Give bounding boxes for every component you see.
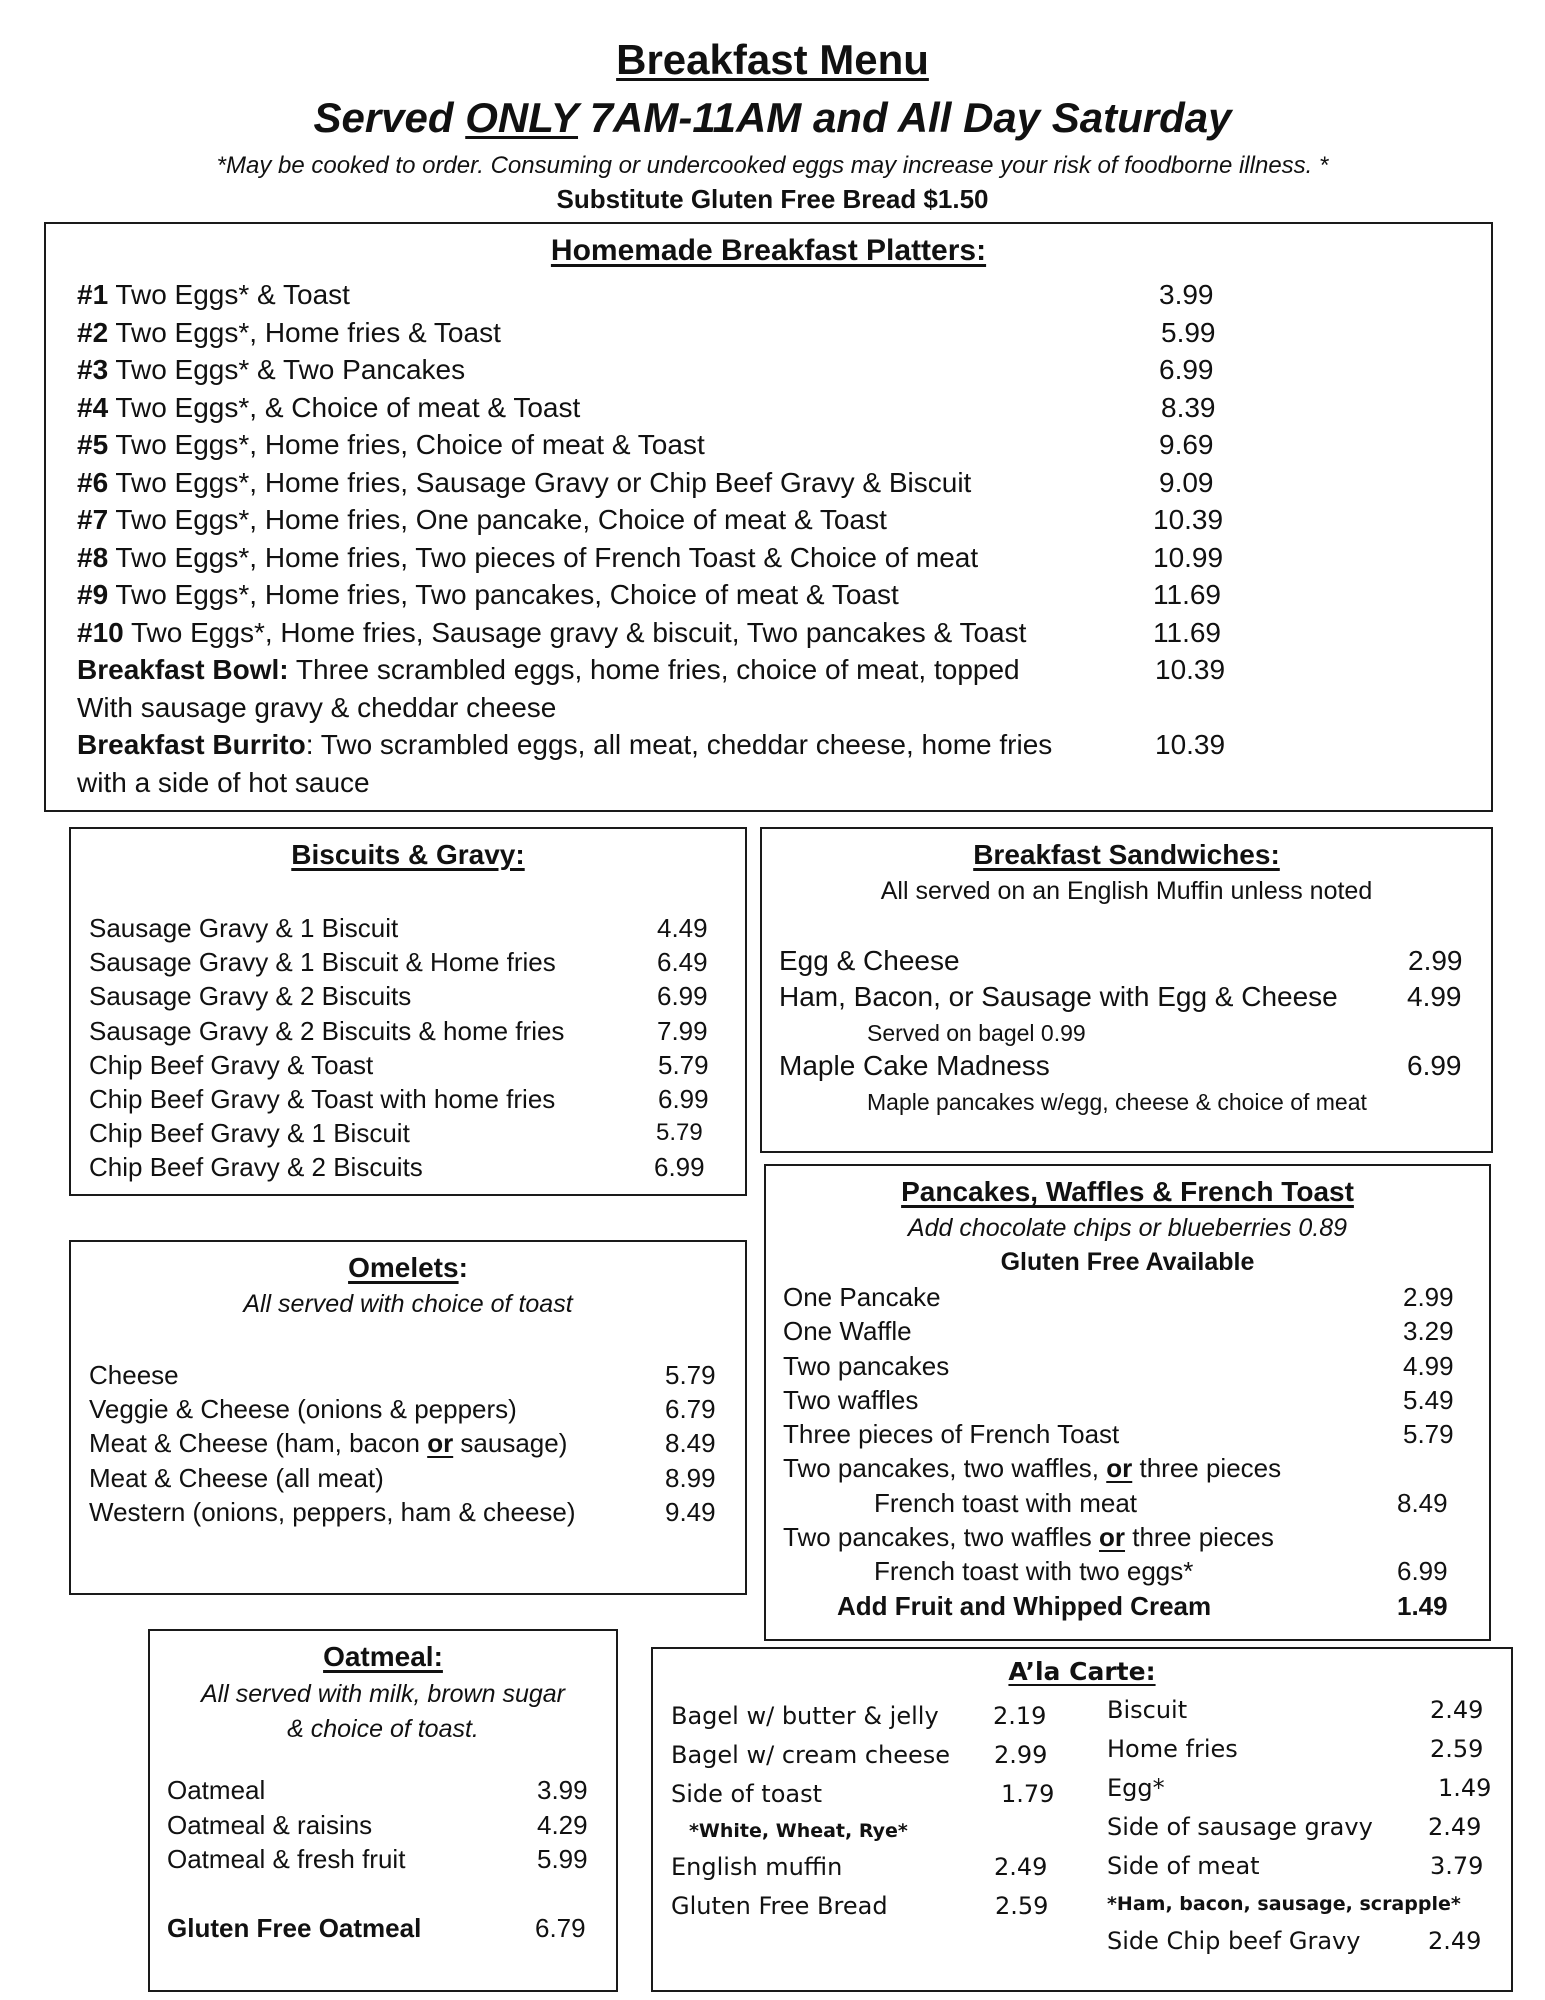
section-heading bbox=[71, 839, 745, 871]
item-text: Served bbox=[313, 94, 466, 141]
item-price: 9.69 bbox=[1159, 429, 1214, 460]
section-heading bbox=[71, 1252, 745, 1284]
item-price: 5.79 bbox=[665, 1360, 716, 1390]
menu-item bbox=[89, 1116, 729, 1150]
item-text: Oatmeal & raisins bbox=[167, 1809, 373, 1840]
item-price: 2.59 bbox=[1430, 1735, 1484, 1763]
item-text: Gluten Free Bread bbox=[671, 1892, 888, 1920]
menu-item bbox=[671, 1887, 1061, 1926]
item-price: 8.49 bbox=[1397, 1487, 1448, 1518]
section-heading bbox=[150, 1641, 616, 1673]
item-price: 2.49 bbox=[1430, 1696, 1484, 1724]
item-text: French toast with meat bbox=[874, 1487, 1137, 1518]
item-price: 2.99 bbox=[1408, 945, 1463, 976]
item-price: 2.19 bbox=[993, 1702, 1047, 1730]
item-text: #3 bbox=[77, 354, 109, 385]
menu-item bbox=[167, 1808, 607, 1843]
menu-item bbox=[1107, 1691, 1507, 1730]
menu-item bbox=[89, 1392, 729, 1426]
biscuits-gravy-section bbox=[69, 827, 747, 1196]
menu-item bbox=[671, 1848, 1061, 1887]
item-text: Two Eggs*, Home fries, Sausage Gravy or Chip Beef Gravy & Biscuit bbox=[108, 466, 972, 498]
item-text: #2 bbox=[77, 316, 109, 348]
item-note: Maple pancakes w/egg, cheese & choice of meat bbox=[867, 1089, 1367, 1115]
item-text: One Waffle bbox=[783, 1316, 912, 1347]
item-price: 4.99 bbox=[1403, 1350, 1454, 1381]
item-price: 1.79 bbox=[1001, 1780, 1055, 1808]
menu-item bbox=[779, 945, 1479, 981]
item-text: Bagel w/ cream cheese bbox=[671, 1741, 951, 1769]
item-text: Add Fruit and Whipped Cream bbox=[837, 1590, 1212, 1621]
item-text: three pieces bbox=[1125, 1522, 1274, 1553]
item-price: 8.39 bbox=[1161, 391, 1216, 423]
item-text: Gluten Free Oatmeal bbox=[167, 1912, 422, 1943]
menu-item bbox=[167, 1842, 607, 1877]
section-subheading: All served with choice of toast bbox=[243, 1290, 573, 1318]
item-price: 5.49 bbox=[1403, 1384, 1454, 1415]
item-price: 6.99 bbox=[654, 1152, 705, 1183]
menu-title bbox=[0, 36, 1545, 84]
item-price: 6.79 bbox=[665, 1394, 716, 1425]
item-price: 6.49 bbox=[657, 947, 708, 978]
item-price: 6.79 bbox=[535, 1912, 586, 1943]
pancakes-waffles-section bbox=[764, 1164, 1491, 1641]
alacarte-section bbox=[651, 1647, 1513, 1992]
item-text: #5 bbox=[77, 429, 109, 460]
item-text: Ham, Bacon, or Sausage with Egg & Cheese bbox=[779, 981, 1338, 1012]
breakfast-bowl-item bbox=[77, 651, 1477, 689]
item-text: Two pancakes, two waffles bbox=[783, 1522, 1100, 1553]
item-text: Side of toast bbox=[671, 1780, 823, 1808]
item-text: Bagel w/ butter & jelly bbox=[671, 1702, 939, 1730]
item-price: 3.29 bbox=[1403, 1316, 1454, 1347]
item-price: 6.99 bbox=[658, 1084, 709, 1115]
item-price: 4.49 bbox=[657, 913, 708, 943]
menu-item bbox=[671, 1697, 1061, 1736]
item-text: Veggie & Cheese (onions & peppers) bbox=[89, 1394, 517, 1425]
item-text: Two Eggs*, Home fries, One pancake, Choice of meat & Toast bbox=[108, 504, 887, 535]
platter-item bbox=[77, 351, 1477, 389]
menu-item bbox=[1107, 1808, 1507, 1847]
item-price: 10.39 bbox=[1153, 504, 1224, 535]
item-text: Two Eggs* & Two Pancakes bbox=[108, 354, 466, 385]
menu-item bbox=[89, 1150, 729, 1184]
section-subheading: All served on an English Muffin unless noted bbox=[880, 877, 1373, 905]
item-text: With sausage gravy & cheddar cheese bbox=[77, 691, 557, 723]
item-price: 2.49 bbox=[1428, 1813, 1482, 1841]
section-heading bbox=[766, 1176, 1489, 1208]
platter-item bbox=[77, 539, 1477, 577]
item-price: 5.79 bbox=[658, 1049, 709, 1080]
item-text: Side of sausage gravy bbox=[1107, 1813, 1373, 1841]
menu-item bbox=[783, 1280, 1483, 1314]
item-text: Western (onions, peppers, ham & cheese) bbox=[89, 1496, 576, 1527]
section-heading bbox=[762, 839, 1491, 871]
item-text: #10 bbox=[77, 616, 124, 648]
item-text: or bbox=[427, 1428, 454, 1459]
item-text: Oatmeal: bbox=[323, 1641, 443, 1672]
item-text: Two pancakes, two waffles, bbox=[783, 1453, 1107, 1484]
gluten-free-available: Gluten Free Available bbox=[1000, 1248, 1255, 1276]
section-subheading: Add chocolate chips or blueberries 0.89 bbox=[907, 1214, 1348, 1242]
item-price: 2.59 bbox=[995, 1892, 1049, 1920]
platter-item bbox=[77, 501, 1477, 539]
alacarte-left-column bbox=[671, 1697, 1061, 1926]
menu-item bbox=[671, 1775, 1061, 1814]
gluten-free-substitute-note: Substitute Gluten Free Bread $1.50 bbox=[556, 184, 989, 214]
item-text: Maple Cake Madness bbox=[779, 1050, 1050, 1081]
menu-item bbox=[1107, 1847, 1507, 1886]
item-text: Two Eggs*, Home fries, Two pancakes, Choice of meat & Toast bbox=[108, 579, 899, 610]
item-text: Two Eggs*, Home fries & Toast bbox=[108, 316, 501, 348]
combo-item bbox=[783, 1451, 1483, 1485]
item-text: French toast with two eggs* bbox=[874, 1556, 1194, 1587]
gluten-free-oatmeal bbox=[167, 1911, 607, 1946]
item-price: 6.99 bbox=[1407, 1050, 1462, 1081]
item-text: Oatmeal & fresh fruit bbox=[167, 1844, 406, 1874]
combo-item-detail bbox=[783, 1486, 1483, 1520]
served-hours bbox=[0, 94, 1545, 142]
item-price: 10.39 bbox=[1155, 729, 1226, 760]
item-price: 2.49 bbox=[1428, 1927, 1482, 1955]
combo-item-detail bbox=[783, 1554, 1483, 1588]
platter-item bbox=[77, 576, 1477, 614]
item-text: Sausage Gravy & 2 Biscuits bbox=[89, 981, 412, 1012]
item-text: Two Eggs*, Home fries, Two pieces of French Toast & Choice of meat bbox=[108, 541, 979, 573]
item-text: Chip Beef Gravy & Toast with home fries bbox=[89, 1084, 556, 1115]
item-text: #7 bbox=[77, 504, 109, 535]
item-text: *White, Wheat, Rye* bbox=[689, 1820, 908, 1842]
item-price: 3.99 bbox=[537, 1775, 588, 1805]
item-text: *Ham, bacon, sausage, scrapple* bbox=[1107, 1893, 1461, 1915]
item-text: English muffin bbox=[671, 1853, 843, 1881]
item-text: Biscuits & Gravy: bbox=[291, 839, 525, 870]
section-heading bbox=[46, 234, 1491, 268]
item-text: Sausage Gravy & 1 Biscuit & Home fries bbox=[89, 947, 556, 978]
item-text: Home fries bbox=[1107, 1735, 1238, 1763]
platter-item bbox=[77, 614, 1477, 652]
item-text: Breakfast Bowl: bbox=[77, 654, 289, 685]
item-price: 2.99 bbox=[1403, 1282, 1454, 1312]
item-text: Three pieces of French Toast bbox=[783, 1419, 1120, 1450]
item-text: Chip Beef Gravy & 1 Biscuit bbox=[89, 1118, 410, 1149]
item-text: All served with milk, brown sugar bbox=[200, 1680, 565, 1708]
menu-item bbox=[783, 1349, 1483, 1383]
item-text: Omelets bbox=[348, 1252, 459, 1283]
oatmeal-section bbox=[148, 1629, 618, 1992]
item-text: Chip Beef Gravy & 2 Biscuits bbox=[89, 1152, 423, 1183]
menu-item bbox=[89, 1082, 729, 1116]
item-price: 11.69 bbox=[1153, 579, 1221, 610]
item-note bbox=[671, 1814, 1061, 1848]
item-text: Side Chip beef Gravy bbox=[1107, 1927, 1361, 1955]
platter-item bbox=[77, 464, 1477, 502]
item-text: Breakfast Menu bbox=[616, 36, 929, 83]
item-price: 8.49 bbox=[665, 1428, 716, 1459]
platters-section bbox=[44, 222, 1493, 812]
combo-item bbox=[783, 1520, 1483, 1554]
platter-item bbox=[77, 314, 1477, 352]
menu-item bbox=[89, 1461, 729, 1495]
menu-item bbox=[89, 1495, 729, 1529]
item-text: #1 bbox=[77, 279, 109, 310]
item-price: 11.69 bbox=[1153, 616, 1221, 648]
menu-item bbox=[783, 1383, 1483, 1417]
breakfast-sandwiches-section bbox=[760, 827, 1493, 1153]
menu-item bbox=[779, 981, 1479, 1017]
item-text: Breakfast Burrito bbox=[77, 729, 306, 760]
item-price: 5.79 bbox=[1403, 1419, 1454, 1450]
only-emphasis: ONLY bbox=[465, 94, 579, 141]
menu-item bbox=[1107, 1730, 1507, 1769]
menu-item bbox=[1107, 1922, 1507, 1961]
item-text: Sausage Gravy & 1 Biscuit bbox=[89, 913, 399, 943]
item-text: Meat & Cheese (ham, bacon bbox=[89, 1428, 428, 1459]
item-text: Biscuit bbox=[1107, 1696, 1188, 1724]
item-text: Cheese bbox=[89, 1360, 179, 1390]
menu-item bbox=[779, 1050, 1479, 1086]
item-text: Pancakes, Waffles & French Toast bbox=[901, 1176, 1354, 1207]
item-text: : bbox=[458, 1252, 468, 1283]
item-price: 1.49 bbox=[1438, 1774, 1492, 1802]
breakfast-burrito-desc bbox=[77, 764, 1477, 802]
breakfast-burrito-item bbox=[77, 726, 1477, 764]
item-text: three pieces bbox=[1132, 1453, 1282, 1484]
item-price: 3.99 bbox=[1159, 279, 1214, 310]
menu-item bbox=[89, 1048, 729, 1082]
item-text: with a side of hot sauce bbox=[77, 766, 370, 798]
item-text: or bbox=[1099, 1522, 1126, 1553]
item-text: or bbox=[1106, 1453, 1133, 1484]
item-text: Homemade Breakfast Platters: bbox=[550, 234, 987, 267]
food-safety-warning: *May be cooked to order. Consuming or undercooked eggs may increase your risk of foodborne illness. * bbox=[216, 152, 1329, 179]
menu-item bbox=[89, 911, 729, 945]
item-text: #8 bbox=[77, 541, 109, 573]
item-note bbox=[1107, 1886, 1507, 1922]
item-price: 7.99 bbox=[657, 1015, 708, 1046]
item-text: Sausage Gravy & 2 Biscuits & home fries bbox=[89, 1015, 565, 1046]
menu-item bbox=[89, 945, 729, 979]
item-price: 6.99 bbox=[1159, 354, 1214, 385]
menu-item bbox=[89, 1014, 729, 1048]
item-price: 2.49 bbox=[994, 1853, 1048, 1881]
item-text: Two waffles bbox=[783, 1384, 919, 1415]
item-price: 4.99 bbox=[1407, 981, 1462, 1012]
item-text: #9 bbox=[77, 579, 109, 610]
item-text: Two Eggs*, Home fries, Sausage gravy & biscuit, Two pancakes & Toast bbox=[123, 616, 1027, 648]
item-text: Two Eggs*, & Choice of meat & Toast bbox=[108, 391, 581, 423]
menu-item bbox=[89, 1358, 729, 1392]
item-price: 10.39 bbox=[1155, 654, 1226, 685]
menu-item bbox=[89, 1426, 729, 1460]
platter-item bbox=[77, 426, 1477, 464]
menu-item bbox=[1107, 1769, 1507, 1808]
item-text: sausage) bbox=[453, 1428, 568, 1459]
menu-item bbox=[671, 1736, 1061, 1775]
platter-item bbox=[77, 276, 1477, 314]
menu-item bbox=[783, 1417, 1483, 1451]
item-price: 5.99 bbox=[1161, 316, 1216, 348]
item-text: Meat & Cheese (all meat) bbox=[89, 1462, 384, 1493]
item-price: 3.79 bbox=[1430, 1852, 1484, 1880]
item-text: Breakfast Sandwiches: bbox=[973, 839, 1280, 870]
item-text: : Two scrambled eggs, all meat, cheddar cheese, home fries bbox=[305, 729, 1053, 760]
section-heading bbox=[653, 1657, 1511, 1686]
item-text: 7AM-11AM and All Day Saturday bbox=[578, 94, 1232, 141]
menu-item bbox=[89, 979, 729, 1013]
item-text: #4 bbox=[77, 391, 109, 423]
breakfast-bowl-desc bbox=[77, 689, 1477, 727]
item-text: One Pancake bbox=[783, 1282, 941, 1312]
item-text: Egg* bbox=[1107, 1774, 1165, 1802]
menu-item bbox=[167, 1773, 607, 1808]
item-text: Three scrambled eggs, home fries, choice of meat, topped bbox=[288, 654, 1020, 685]
item-text: & choice of toast. bbox=[287, 1715, 479, 1743]
item-price: 4.29 bbox=[537, 1809, 588, 1840]
item-note: Served on bagel 0.99 bbox=[867, 1020, 1086, 1046]
omelets-section bbox=[69, 1240, 747, 1595]
alacarte-right-column bbox=[1107, 1691, 1507, 1961]
menu-item bbox=[783, 1314, 1483, 1348]
item-price: 6.99 bbox=[1397, 1556, 1448, 1587]
item-text: Oatmeal bbox=[167, 1775, 266, 1805]
item-text: Chip Beef Gravy & Toast bbox=[89, 1049, 374, 1080]
item-price: 5.99 bbox=[537, 1844, 588, 1874]
item-text: Two pancakes bbox=[783, 1350, 950, 1381]
platter-item bbox=[77, 389, 1477, 427]
item-price: 9.49 bbox=[665, 1496, 716, 1527]
section-subheading bbox=[150, 1677, 616, 1747]
item-text: Side of meat bbox=[1107, 1852, 1260, 1880]
item-text: A’la Carte: bbox=[1008, 1657, 1156, 1686]
item-text: #6 bbox=[77, 466, 109, 498]
item-price: 1.49 bbox=[1397, 1590, 1448, 1621]
item-price: 10.99 bbox=[1153, 541, 1224, 573]
item-price: 5.79 bbox=[656, 1119, 703, 1147]
item-text: Two Eggs*, Home fries, Choice of meat & Toast bbox=[108, 429, 705, 460]
item-price: 6.99 bbox=[657, 981, 708, 1012]
item-text: Two Eggs* & Toast bbox=[108, 279, 350, 310]
item-text: Egg & Cheese bbox=[779, 945, 960, 976]
item-price: 8.99 bbox=[665, 1462, 716, 1493]
item-price: 9.09 bbox=[1159, 466, 1214, 498]
item-price: 2.99 bbox=[994, 1741, 1048, 1769]
addon-item bbox=[783, 1589, 1483, 1623]
